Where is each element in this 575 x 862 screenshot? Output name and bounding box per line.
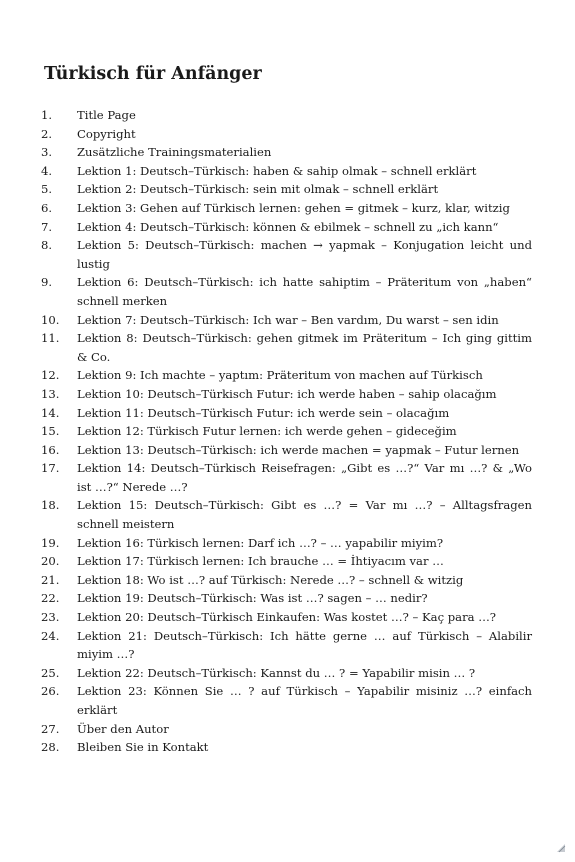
toc-entry-link[interactable]: Lektion 17: Türkisch lernen: Ich brauche … = İhtiyacım var …	[77, 554, 444, 569]
toc-entry[interactable]	[41, 199, 532, 218]
toc-entry[interactable]	[41, 143, 532, 162]
toc-entry-number: 28.	[41, 740, 60, 755]
toc-entry-number: 20.	[41, 554, 60, 569]
toc-entry-link[interactable]: Lektion 3: Gehen auf Türkisch lernen: gehen = gitmek – kurz, klar, witzig	[77, 200, 510, 215]
toc-entry-link[interactable]: Lektion 5: Deutsch–Türkisch: machen → yapmak – Konjugation leicht und lustig	[77, 238, 532, 271]
toc-entry[interactable]	[41, 366, 532, 385]
toc-entry-link[interactable]: Bleiben Sie in Kontakt	[77, 740, 209, 755]
toc-entry-link[interactable]: Lektion 7: Deutsch–Türkisch: Ich war – Ben vardım, Du warst – sen idin	[77, 312, 499, 327]
toc-entry[interactable]	[41, 608, 532, 627]
toc-entry-number: 13.	[41, 386, 60, 401]
toc-entry-link[interactable]: Lektion 18: Wo ist …? auf Türkisch: Nerede …? – schnell & witzig	[77, 572, 464, 587]
toc-entry-link[interactable]: Lektion 8: Deutsch–Türkisch: gehen gitmek im Präteritum – Ich ging gittim & Co.	[77, 331, 532, 364]
toc-entry-link[interactable]: Lektion 22: Deutsch–Türkisch: Kannst du … ? = Yapabilir misin … ?	[77, 665, 476, 680]
toc-entry-link[interactable]: Lektion 23: Können Sie … ? auf Türkisch – Yapabilir misiniz …? einfach erklärt	[77, 684, 532, 717]
toc-entry[interactable]	[41, 534, 532, 553]
toc-entry-link[interactable]: Title Page	[77, 108, 136, 122]
toc-entry[interactable]	[41, 273, 532, 310]
toc-entry-link[interactable]: Lektion 13: Deutsch–Türkisch: ich werde machen = yapmak – Futur lernen	[77, 442, 520, 457]
toc-entry-number: 15.	[41, 424, 60, 439]
toc-entry-link[interactable]: Über den Autor	[77, 721, 169, 736]
toc-entry-number: 21.	[41, 572, 60, 587]
toc-entry-number: 10.	[41, 312, 60, 327]
toc-entry-number: 27.	[41, 721, 60, 736]
toc-entry[interactable]	[41, 236, 532, 273]
toc-entry-link[interactable]: Lektion 1: Deutsch–Türkisch: haben & sahip olmak – schnell erklärt	[77, 163, 477, 178]
toc-entry[interactable]	[41, 627, 532, 664]
toc-entry-number: 14.	[41, 405, 60, 420]
toc-entry[interactable]	[41, 682, 532, 719]
toc-entry-link[interactable]: Lektion 16: Türkisch lernen: Darf ich …? – … yapabilir miyim?	[77, 535, 444, 550]
table-of-contents	[41, 106, 532, 757]
toc-entry[interactable]	[41, 180, 532, 199]
toc-entry-link[interactable]: Lektion 11: Deutsch–Türkisch Futur: ich werde sein – olacağım	[77, 405, 450, 420]
toc-entry-number: 26.	[41, 684, 60, 699]
toc-entry-link[interactable]: Lektion 14: Deutsch–Türkisch Reisefragen: „Gibt es …?“ Var mı …? & „Wo ist …?“ Nerede …?	[77, 461, 532, 494]
toc-entry-number: 25.	[41, 665, 60, 680]
toc-entry-link[interactable]: Lektion 6: Deutsch–Türkisch: ich hatte sahiptim – Präteritum von „haben“ schnell merken	[77, 275, 532, 308]
toc-entry[interactable]	[41, 106, 532, 125]
toc-entry[interactable]	[41, 125, 532, 144]
toc-entry-number: 12.	[41, 368, 60, 383]
book-title: Türkisch für Anfänger	[44, 64, 262, 84]
toc-entry-link[interactable]: Lektion 21: Deutsch–Türkisch: Ich hätte gerne … auf Türkisch – Alabilir miyim …?	[77, 628, 532, 662]
toc-entry[interactable]	[41, 162, 532, 181]
toc-entry-number: 6.	[41, 200, 53, 215]
toc-entry-number: 18.	[41, 498, 60, 513]
toc-entry[interactable]	[41, 571, 532, 590]
toc-entry-link[interactable]: Lektion 15: Deutsch–Türkisch: Gibt es …? = Var mı …? – Alltagsfragen schnell meistern	[77, 498, 532, 532]
toc-entry-link[interactable]: Lektion 10: Deutsch–Türkisch Futur: ich werde haben – sahip olacağım	[77, 386, 497, 401]
toc-entry-number: 4.	[41, 163, 53, 178]
toc-entry[interactable]	[41, 720, 532, 739]
toc-entry[interactable]	[41, 664, 532, 683]
toc-entry[interactable]	[41, 218, 532, 237]
toc-entry[interactable]	[41, 589, 532, 608]
toc-entry[interactable]	[41, 311, 532, 330]
toc-entry-number: 16.	[41, 442, 60, 457]
toc-entry-number: 2.	[41, 126, 53, 141]
toc-entry-number: 24.	[41, 628, 60, 643]
toc-entry-number: 5.	[41, 182, 53, 197]
toc-entry-number: 11.	[41, 331, 60, 346]
toc-entry-number: 8.	[41, 238, 53, 253]
toc-entry-link[interactable]: Lektion 12: Türkisch Futur lernen: ich werde gehen – gideceğim	[77, 424, 457, 439]
toc-entry[interactable]	[41, 496, 532, 533]
toc-entry-link[interactable]: Lektion 9: Ich machte – yaptım: Präteritum von machen auf Türkisch	[77, 368, 483, 383]
toc-entry-number: 3.	[41, 145, 53, 160]
toc-entry[interactable]	[41, 738, 532, 757]
toc-entry[interactable]	[41, 329, 532, 366]
toc-entry-number: 1.	[41, 108, 53, 122]
toc-entry-link[interactable]: Lektion 4: Deutsch–Türkisch: können & ebilmek – schnell zu „ich kann“	[77, 219, 499, 234]
toc-entry-number: 17.	[41, 461, 60, 476]
toc-entry[interactable]	[41, 385, 532, 404]
toc-entry[interactable]	[41, 552, 532, 571]
toc-entry[interactable]	[41, 441, 532, 460]
toc-entry[interactable]	[41, 422, 532, 441]
toc-entry-link[interactable]: Copyright	[77, 126, 136, 141]
toc-entry-number: 22.	[41, 591, 60, 606]
toc-entry-link[interactable]: Zusätzliche Trainingsmaterialien	[77, 145, 272, 160]
toc-entry-link[interactable]: Lektion 19: Deutsch–Türkisch: Was ist …? sagen – … nedir?	[77, 591, 428, 606]
toc-entry[interactable]	[41, 404, 532, 423]
toc-entry[interactable]	[41, 459, 532, 496]
toc-entry-number: 7.	[41, 219, 53, 234]
toc-entry-link[interactable]: Lektion 20: Deutsch–Türkisch Einkaufen: Was kostet …? – Kaç para …?	[77, 610, 497, 625]
toc-entry-number: 19.	[41, 535, 60, 550]
toc-entry-number: 23.	[41, 610, 60, 625]
toc-entry-link[interactable]: Lektion 2: Deutsch–Türkisch: sein mit olmak – schnell erklärt	[77, 182, 439, 197]
page-curl-icon	[555, 842, 567, 854]
toc-entry-number: 9.	[41, 275, 53, 290]
